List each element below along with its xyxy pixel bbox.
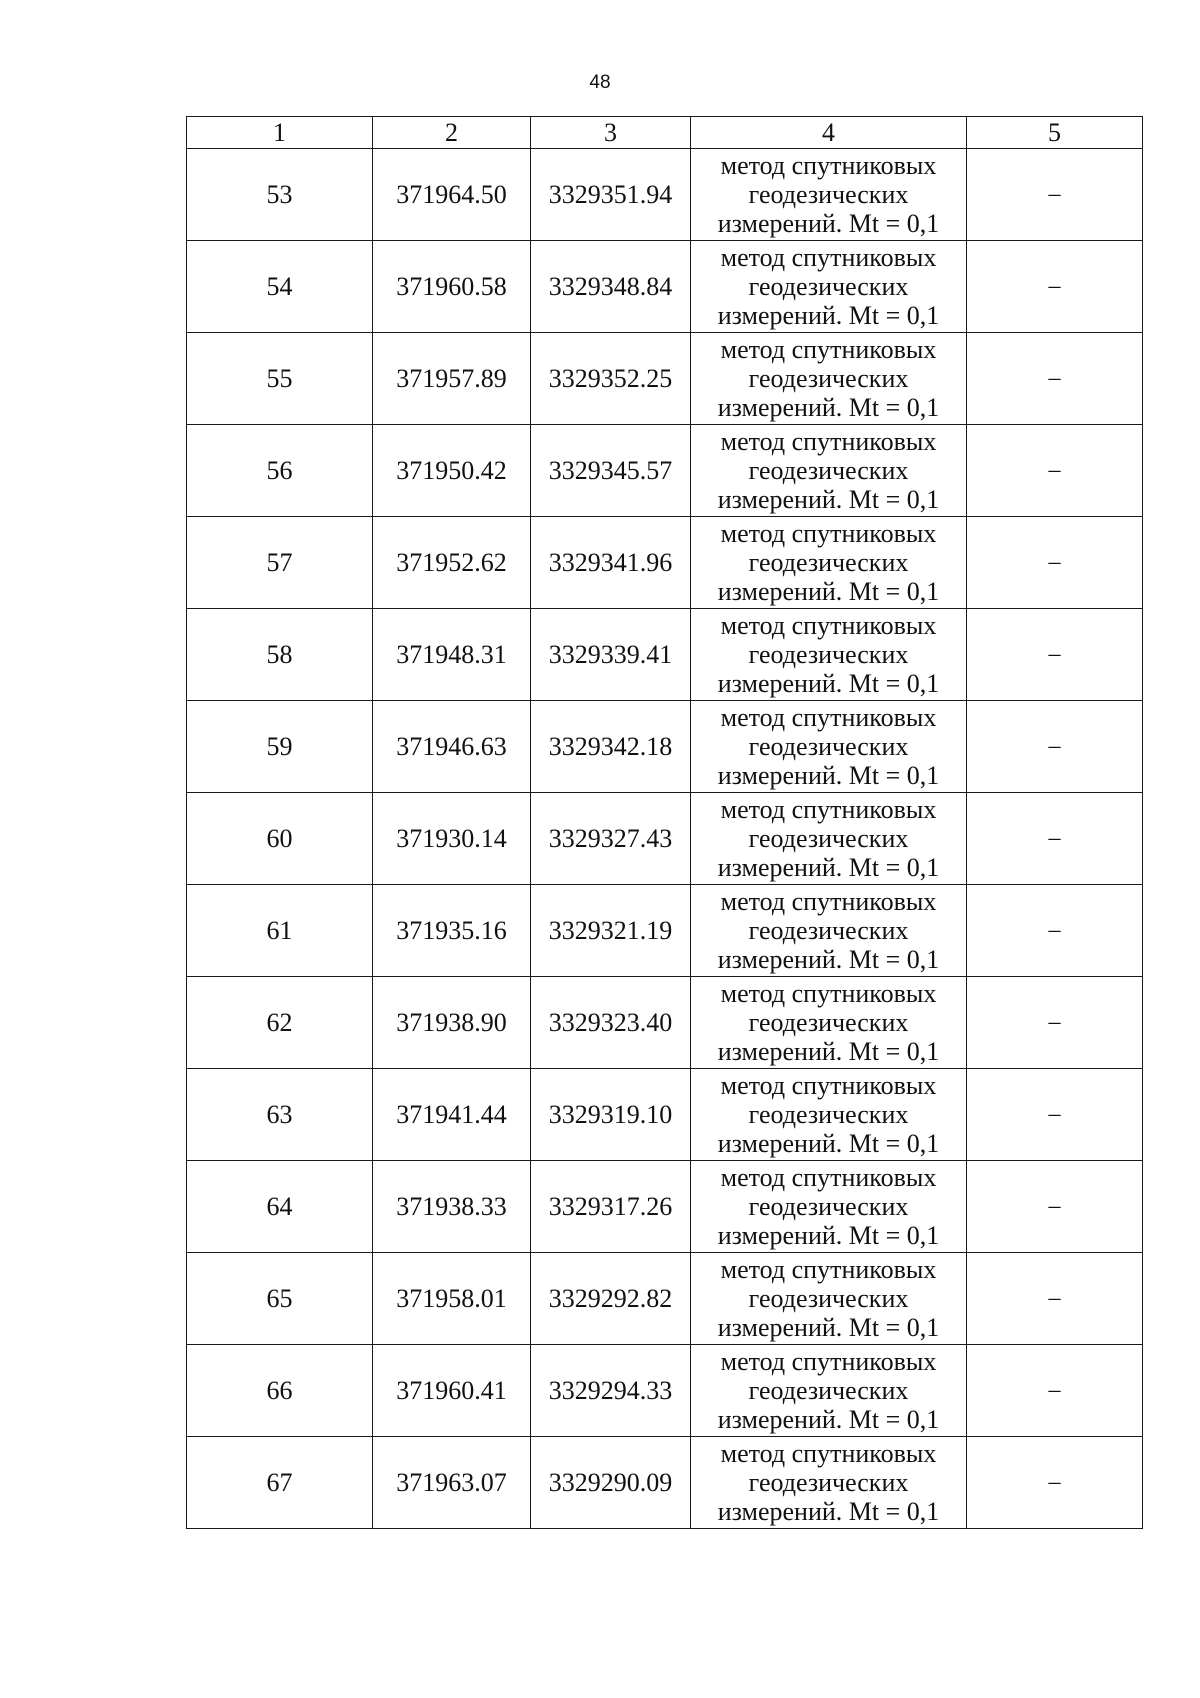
method-line: измерений. Mt = 0,1: [717, 761, 940, 790]
column-header-2: 2: [373, 117, 531, 149]
table-header-row: [187, 117, 1143, 149]
method-line: метод спутниковых: [720, 243, 937, 272]
table-row: [187, 701, 1143, 793]
column-header-1: 1: [187, 117, 373, 149]
method-line: метод спутниковых: [720, 519, 937, 548]
note-cell: –: [967, 1437, 1143, 1529]
note-cell: –: [967, 1161, 1143, 1253]
table-row: [187, 517, 1143, 609]
x-coordinate-cell: 371957.89: [373, 333, 531, 425]
y-coordinate-cell: 3329294.33: [531, 1345, 691, 1437]
x-coordinate-cell: 371938.90: [373, 977, 531, 1069]
method-cell: [691, 701, 967, 793]
x-coordinate-cell: 371952.62: [373, 517, 531, 609]
note-cell: –: [967, 609, 1143, 701]
method-cell: [691, 149, 967, 241]
method-line: геодезических: [748, 456, 909, 485]
y-coordinate-cell: 3329292.82: [531, 1253, 691, 1345]
method-line: метод спутниковых: [720, 795, 937, 824]
point-number-cell: 56: [187, 425, 373, 517]
table-row: [187, 1161, 1143, 1253]
table-row: [187, 1069, 1143, 1161]
method-cell: [691, 425, 967, 517]
method-line: метод спутниковых: [720, 703, 937, 732]
y-coordinate-cell: 3329342.18: [531, 701, 691, 793]
method-cell: [691, 793, 967, 885]
method-line: геодезических: [748, 1376, 909, 1405]
method-cell: [691, 1161, 967, 1253]
note-cell: –: [967, 701, 1143, 793]
note-cell: –: [967, 241, 1143, 333]
y-coordinate-cell: 3329348.84: [531, 241, 691, 333]
method-line: геодезических: [748, 1192, 909, 1221]
method-cell: [691, 1437, 967, 1529]
y-coordinate-cell: 3329341.96: [531, 517, 691, 609]
note-cell: –: [967, 885, 1143, 977]
table-row: [187, 793, 1143, 885]
method-line: метод спутниковых: [720, 427, 937, 456]
method-cell: [691, 1345, 967, 1437]
table-row: [187, 241, 1143, 333]
method-line: метод спутниковых: [720, 1439, 937, 1468]
point-number-cell: 67: [187, 1437, 373, 1529]
method-line: измерений. Mt = 0,1: [717, 209, 940, 238]
point-number-cell: 65: [187, 1253, 373, 1345]
y-coordinate-cell: 3329352.25: [531, 333, 691, 425]
point-number-cell: 60: [187, 793, 373, 885]
table-row: [187, 1437, 1143, 1529]
x-coordinate-cell: 371960.41: [373, 1345, 531, 1437]
table-row: [187, 977, 1143, 1069]
method-cell: [691, 1069, 967, 1161]
method-cell: [691, 885, 967, 977]
table-row: [187, 1253, 1143, 1345]
method-line: метод спутниковых: [720, 979, 937, 1008]
point-number-cell: 53: [187, 149, 373, 241]
table-row: [187, 425, 1143, 517]
column-header-5: 5: [967, 117, 1143, 149]
point-number-cell: 62: [187, 977, 373, 1069]
method-cell: [691, 517, 967, 609]
method-line: геодезических: [748, 180, 909, 209]
method-line: метод спутниковых: [720, 887, 937, 916]
method-line: геодезических: [748, 1008, 909, 1037]
point-number-cell: 63: [187, 1069, 373, 1161]
note-cell: –: [967, 1253, 1143, 1345]
y-coordinate-cell: 3329319.10: [531, 1069, 691, 1161]
y-coordinate-cell: 3329351.94: [531, 149, 691, 241]
method-line: метод спутниковых: [720, 1347, 937, 1376]
point-number-cell: 58: [187, 609, 373, 701]
method-line: измерений. Mt = 0,1: [717, 1497, 940, 1526]
x-coordinate-cell: 371935.16: [373, 885, 531, 977]
method-line: измерений. Mt = 0,1: [717, 1405, 940, 1434]
point-number-cell: 64: [187, 1161, 373, 1253]
method-line: измерений. Mt = 0,1: [717, 577, 940, 606]
table-row: [187, 1345, 1143, 1437]
coordinates-table: [186, 116, 1143, 1529]
method-line: измерений. Mt = 0,1: [717, 1221, 940, 1250]
method-cell: [691, 977, 967, 1069]
method-line: измерений. Mt = 0,1: [717, 945, 940, 974]
method-line: геодезических: [748, 1284, 909, 1313]
method-line: метод спутниковых: [720, 1255, 937, 1284]
column-header-4: 4: [691, 117, 967, 149]
point-number-cell: 59: [187, 701, 373, 793]
y-coordinate-cell: 3329317.26: [531, 1161, 691, 1253]
point-number-cell: 54: [187, 241, 373, 333]
method-line: геодезических: [748, 916, 909, 945]
method-line: измерений. Mt = 0,1: [717, 301, 940, 330]
table-row: [187, 609, 1143, 701]
method-line: измерений. Mt = 0,1: [717, 393, 940, 422]
page-number: 48: [589, 72, 611, 93]
method-line: геодезических: [748, 1468, 909, 1497]
x-coordinate-cell: 371930.14: [373, 793, 531, 885]
note-cell: –: [967, 517, 1143, 609]
y-coordinate-cell: 3329345.57: [531, 425, 691, 517]
method-line: измерений. Mt = 0,1: [717, 1313, 940, 1342]
note-cell: –: [967, 977, 1143, 1069]
method-cell: [691, 241, 967, 333]
x-coordinate-cell: 371960.58: [373, 241, 531, 333]
x-coordinate-cell: 371946.63: [373, 701, 531, 793]
method-line: метод спутниковых: [720, 335, 937, 364]
method-line: геодезических: [748, 824, 909, 853]
table-row: [187, 149, 1143, 241]
method-cell: [691, 609, 967, 701]
x-coordinate-cell: 371964.50: [373, 149, 531, 241]
method-line: геодезических: [748, 640, 909, 669]
note-cell: –: [967, 793, 1143, 885]
method-line: измерений. Mt = 0,1: [717, 669, 940, 698]
method-line: метод спутниковых: [720, 1071, 937, 1100]
point-number-cell: 61: [187, 885, 373, 977]
y-coordinate-cell: 3329323.40: [531, 977, 691, 1069]
table-body: [187, 149, 1143, 1529]
column-header-3: 3: [531, 117, 691, 149]
note-cell: –: [967, 333, 1143, 425]
method-line: геодезических: [748, 272, 909, 301]
x-coordinate-cell: 371958.01: [373, 1253, 531, 1345]
point-number-cell: 55: [187, 333, 373, 425]
x-coordinate-cell: 371963.07: [373, 1437, 531, 1529]
y-coordinate-cell: 3329321.19: [531, 885, 691, 977]
table-row: [187, 333, 1143, 425]
point-number-cell: 57: [187, 517, 373, 609]
method-line: геодезических: [748, 364, 909, 393]
method-line: измерений. Mt = 0,1: [717, 853, 940, 882]
point-number-cell: 66: [187, 1345, 373, 1437]
table-row: [187, 885, 1143, 977]
method-line: геодезических: [748, 1100, 909, 1129]
x-coordinate-cell: 371950.42: [373, 425, 531, 517]
method-line: измерений. Mt = 0,1: [717, 1129, 940, 1158]
x-coordinate-cell: 371948.31: [373, 609, 531, 701]
method-cell: [691, 333, 967, 425]
note-cell: –: [967, 1069, 1143, 1161]
y-coordinate-cell: 3329339.41: [531, 609, 691, 701]
method-line: геодезических: [748, 732, 909, 761]
method-line: измерений. Mt = 0,1: [717, 1037, 940, 1066]
method-line: метод спутниковых: [720, 1163, 937, 1192]
method-line: геодезических: [748, 548, 909, 577]
method-line: метод спутниковых: [720, 611, 937, 640]
method-line: метод спутниковых: [720, 151, 937, 180]
note-cell: –: [967, 149, 1143, 241]
method-line: измерений. Mt = 0,1: [717, 485, 940, 514]
y-coordinate-cell: 3329290.09: [531, 1437, 691, 1529]
y-coordinate-cell: 3329327.43: [531, 793, 691, 885]
method-cell: [691, 1253, 967, 1345]
note-cell: –: [967, 425, 1143, 517]
x-coordinate-cell: 371938.33: [373, 1161, 531, 1253]
note-cell: –: [967, 1345, 1143, 1437]
x-coordinate-cell: 371941.44: [373, 1069, 531, 1161]
